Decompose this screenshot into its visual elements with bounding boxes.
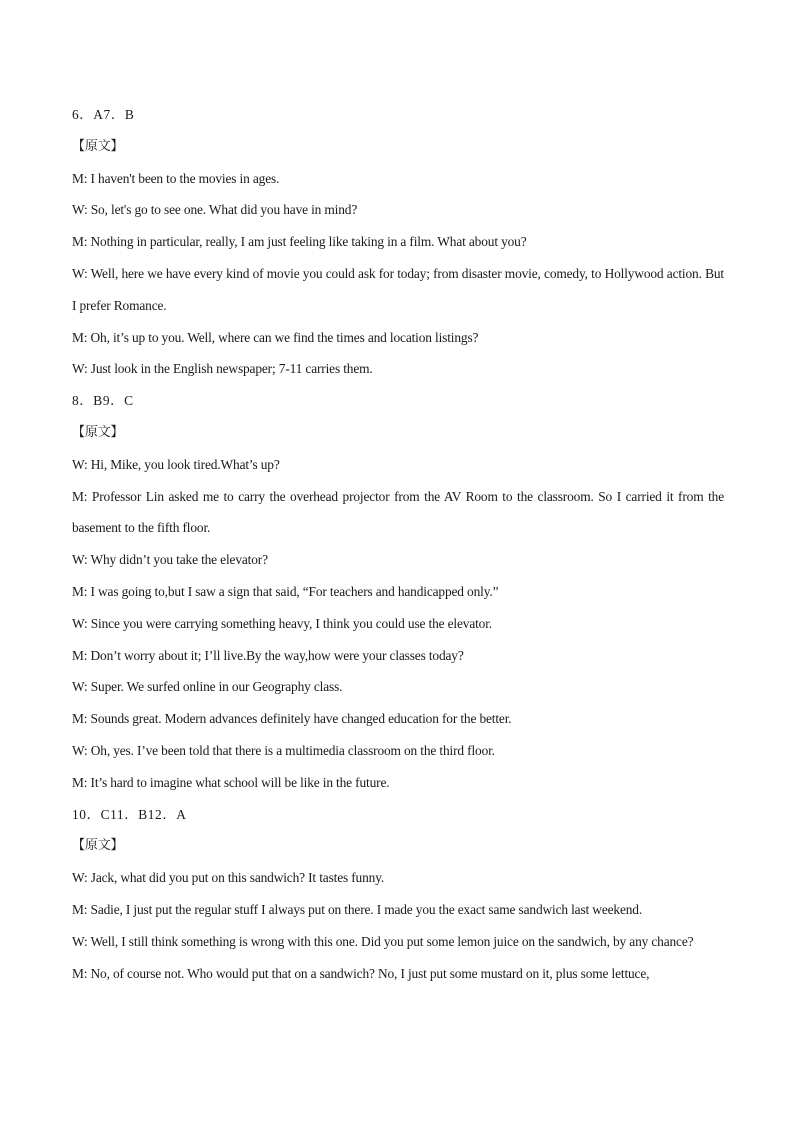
dialogue-line: M: Nothing in particular, really, I am just feeling like taking in a film. What about you?	[72, 234, 527, 250]
transcript-heading: 【原文】	[72, 138, 124, 154]
dialogue-line: M: Professor Lin asked me to carry the overhead projector from the AV Room to the classroom. So I carried it from the basement to the fifth floor.	[72, 488, 724, 536]
dialogue-line: W: Hi, Mike, you look tired.What’s up?	[72, 456, 280, 472]
dialogue-line: W: Why didn’t you take the elevator?	[72, 552, 268, 568]
dialogue-line: W: So, let's go to see one. What did you have in mind?	[72, 202, 358, 218]
transcript-heading: 【原文】	[72, 424, 124, 440]
dialogue-line: W: Well, I still think something is wrong with this one. Did you put some lemon juice on the sandwich, by any chance?	[72, 933, 694, 949]
dialogue-line: W: Super. We surfed online in our Geography class.	[72, 679, 343, 695]
dialogue-line: M: Oh, it’s up to you. Well, where can we find the times and location listings?	[72, 329, 479, 345]
dialogue-line: M: I haven't been to the movies in ages.	[72, 170, 280, 186]
dialogue-line: M: Sadie, I just put the regular stuff I always put on there. I made you the exact same sandwich last weekend.	[72, 901, 643, 917]
answer-key-8-9: 8．B9．C	[72, 393, 134, 409]
answer-key-10-12: 10．C11．B12．A	[72, 806, 187, 822]
dialogue-line: W: Since you were carrying something heavy, I think you could use the elevator.	[72, 615, 492, 631]
answer-key-6-7: 6．A7．B	[72, 107, 135, 122]
document-body	[72, 99, 724, 989]
transcript-heading: 【原文】	[72, 838, 124, 854]
dialogue-line: W: Jack, what did you put on this sandwich? It tastes funny.	[72, 870, 385, 886]
dialogue-line: M: Sounds great. Modern advances definitely have changed education for the better.	[72, 711, 512, 727]
dialogue-line: W: Oh, yes. I’ve been told that there is a multimedia classroom on the third floor.	[72, 742, 495, 758]
dialogue-line: M: No, of course not. Who would put that on a sandwich? No, I just put some mustard on it, plus some lettuce,	[72, 965, 650, 981]
dialogue-line: M: Don’t worry about it; I’ll live.By the way,how were your classes today?	[72, 647, 464, 663]
dialogue-line: W: Just look in the English newspaper; 7-11 carries them.	[72, 361, 373, 377]
dialogue-line: W: Well, here we have every kind of movie you could ask for today; from disaster movie, comedy, to Hollywood action. But I prefer Romance.	[72, 265, 724, 313]
dialogue-line: M: It’s hard to imagine what school will be like in the future.	[72, 774, 390, 790]
dialogue-line: M: I was going to,but I saw a sign that said, “For teachers and handicapped only.”	[72, 583, 499, 599]
